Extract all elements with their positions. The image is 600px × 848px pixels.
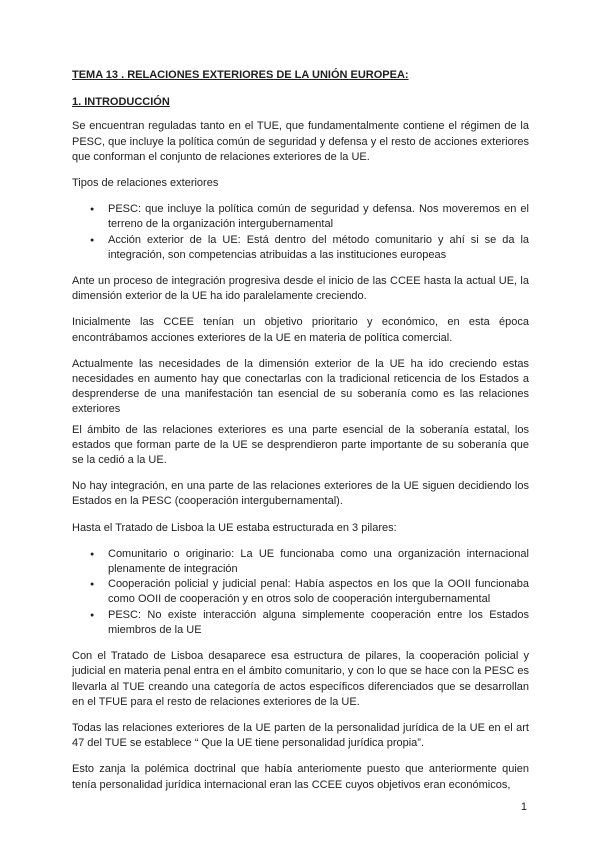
bullet-list <box>72 547 529 638</box>
paragraph: Esto zanja la polémica doctrinal que había anteriomente puesto que anteriormente quien tenía personalidad jurídica internacional eran las CCEE cuyos objetivos eran económicos, <box>72 763 529 791</box>
paragraph: Tipos de relaciones exteriores <box>72 177 219 190</box>
paragraph: Se encuentran reguladas tanto en el TUE, que fundamentalmente contiene el régimen de la PESC, que incluye la política común de seguridad y defensa y el resto de acciones exteriores que conforman el conjunto de relaciones exteriores de la UE. <box>72 120 529 163</box>
paragraph: Inicialmente las CCEE tenían un objetivo prioritario y económico, en esta época encontrábamos acciones exteriores de la UE en materia de política comercial. <box>72 316 529 344</box>
paragraph: Actualmente las necesidades de la dimensión exterior de la UE ha ido creciendo estas necesidades en aumento hay que conectarlas con la tradicional reticencia de los Estados a desprenderse de una manifestación tan esencial de su soberanía como es las relaciones exteriores <box>72 357 529 416</box>
list-item: ● Cooperación policial y judicial penal: Había aspectos en los que la OOII funcionaba como OOII de cooperación y en otros solo de cooperación intergubernamental <box>108 577 529 607</box>
list-item: ● PESC: No existe interacción alguna simplemente cooperación entre los Estados miembros de la UE <box>108 608 529 638</box>
document-title: TEMA 13 . RELACIONES EXTERIORES DE LA UNIÓN EUROPEA: <box>72 69 409 81</box>
page-number: 1 <box>520 801 527 813</box>
paragraph: Todas las relaciones exteriores de la UE parten de la personalidad jurídica de la UE en el art 47 del TUE se establece “ Que la UE tiene personalidad jurídica propia”. <box>72 721 529 750</box>
bullet-list <box>72 202 529 263</box>
paragraph: Ante un proceso de integración progresiva desde el inicio de las CCEE hasta la actual UE, la dimensión exterior de la UE ha ido paralelamente creciendo. <box>72 275 529 303</box>
list-item: ● Comunitario o originario: La UE funcionaba como una organización internacional plenamente de integración <box>108 547 529 577</box>
paragraph: Con el Tratado de Lisboa desaparece esa estructura de pilares, la cooperación policial y judicial en materia penal entra en el ámbito comunitario, y con lo que se hace con la PESC es llevarla al TUE creando una categoría de actos específicos diferenciados que se desarrollan en el TFUE para el resto de relaciones exteriores de la UE. <box>72 650 529 708</box>
list-item: ● PESC: que incluye la política común de seguridad y defensa. Nos moveremos en el terreno de la organización intergubernamental <box>108 202 529 232</box>
paragraph: El ámbito de las relaciones exteriores es una parte esencial de la soberanía estatal, los estados que forman parte de la UE se desprendieron parte importante de su soberanía que se la cedió a la UE. <box>72 423 529 467</box>
paragraph: No hay integración, en una parte de las relaciones exteriores de la UE siguen decidiendo los Estados en la PESC (cooperación intergubernamental). <box>72 480 529 508</box>
section-heading: 1. INTRODUCCIÓN <box>72 96 170 109</box>
list-item: ● Acción exterior de la UE: Está dentro del método comunitario y ahí si se da la integración, son competencias atribuidas a las instituciones europeas <box>108 233 529 263</box>
paragraph: Hasta el Tratado de Lisboa la UE estaba estructurada en 3 pilares: <box>72 521 397 534</box>
